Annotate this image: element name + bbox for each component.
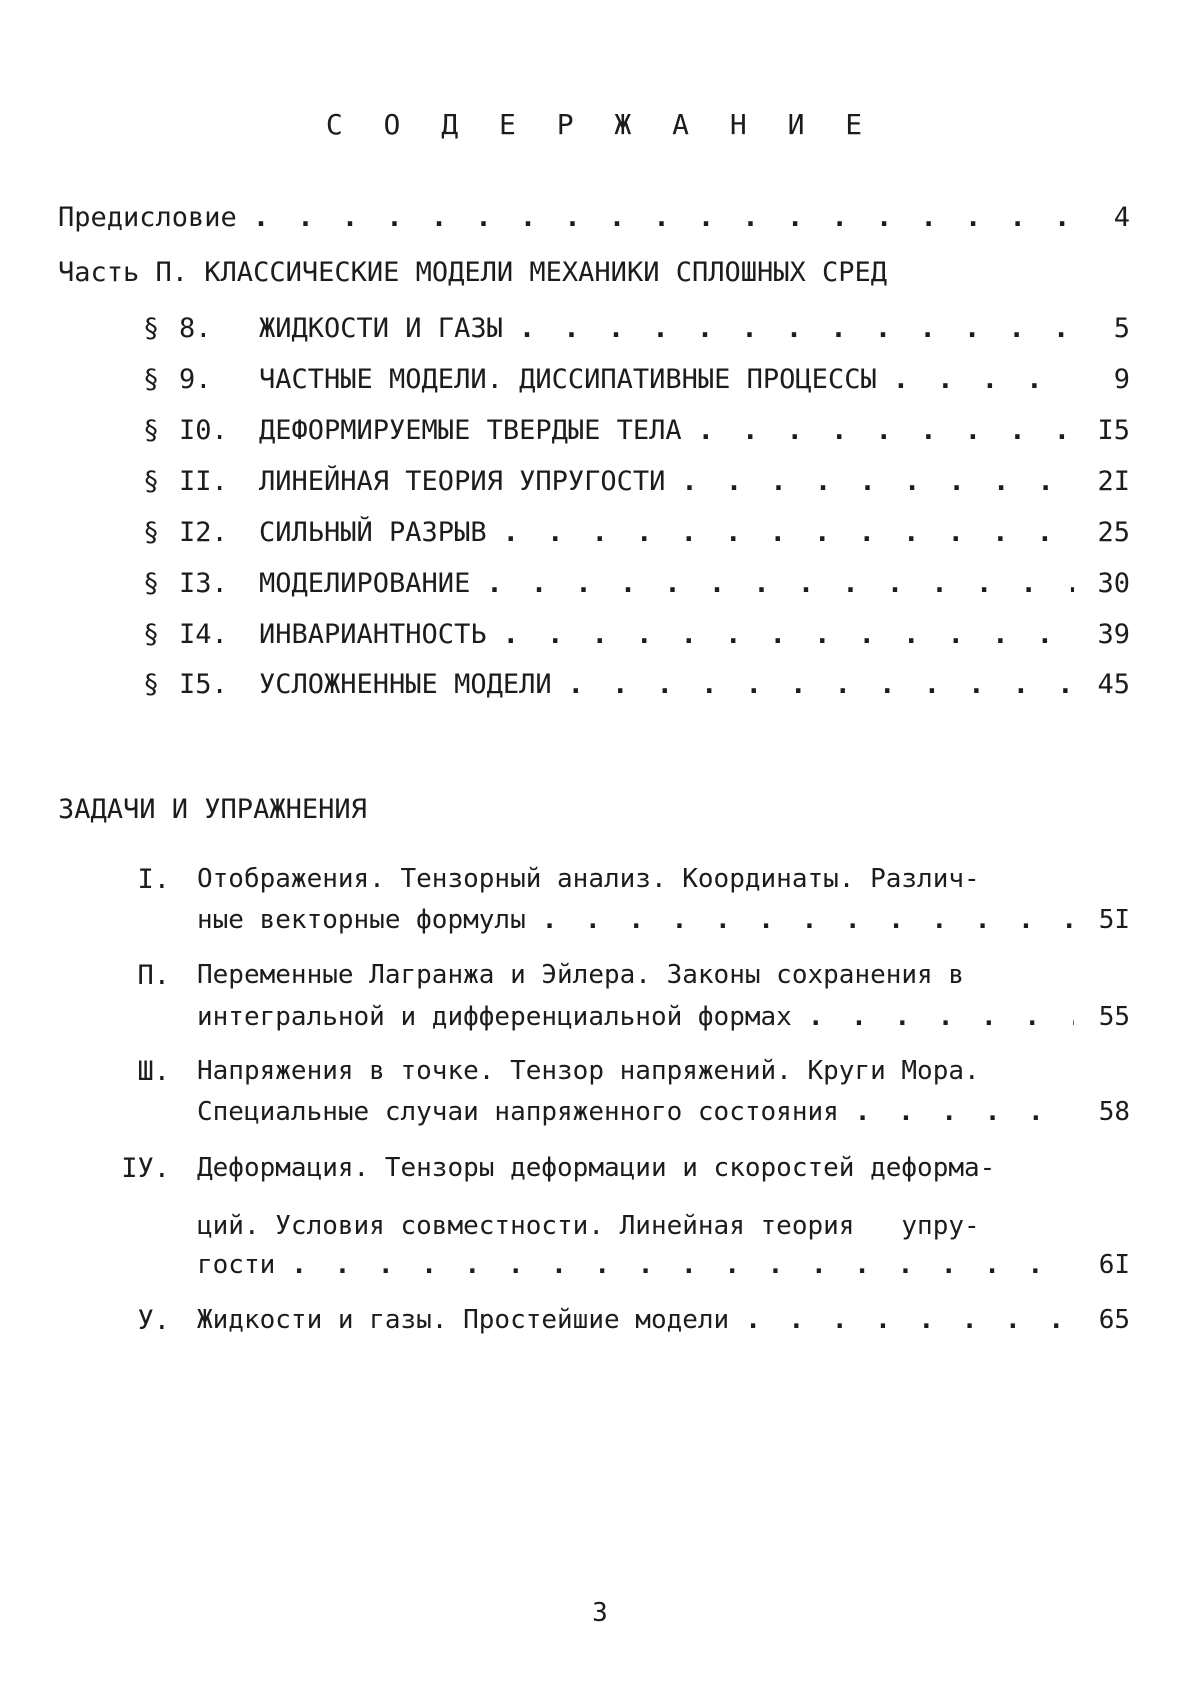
section-page: 25 <box>1097 517 1130 548</box>
toc-section[interactable] <box>143 669 1130 700</box>
exercise-number: У. <box>137 1305 170 1336</box>
dot-leader <box>808 1002 1074 1032</box>
exercise-entry[interactable] <box>197 905 1130 935</box>
section-symbol: § <box>143 517 160 548</box>
section-number: I0. <box>179 415 228 446</box>
section-symbol: § <box>143 568 160 599</box>
exercise-text-line: Деформация. Тензоры деформации и скоростей деформа- <box>197 1153 996 1183</box>
toc-section[interactable] <box>143 313 1130 344</box>
exercise-number: I. <box>137 864 170 895</box>
exercise-text-line: интегральной и дифференциальной формах <box>197 1002 792 1032</box>
dot-leader <box>745 1305 1074 1335</box>
entry-title: Предисловие <box>58 202 237 233</box>
exercise-text-line: Специальные случаи напряженного состояния <box>197 1097 839 1127</box>
exercise-page: 5I <box>1098 905 1130 935</box>
dot-leader <box>681 466 1074 497</box>
section-title: ЧАСТНЫЕ МОДЕЛИ. ДИССИПАТИВНЫЕ ПРОЦЕССЫ <box>259 364 877 395</box>
exercises-heading: ЗАДАЧИ И УПРАЖНЕНИЯ <box>58 794 367 825</box>
section-title: ЛИНЕЙНАЯ ТЕОРИЯ УПРУГОСТИ <box>259 466 666 497</box>
exercise-page: 55 <box>1098 1002 1130 1032</box>
section-page: 39 <box>1097 619 1130 650</box>
section-page: 45 <box>1097 669 1130 700</box>
section-number: 8. <box>179 313 212 344</box>
section-number: I5. <box>179 669 228 700</box>
dot-leader <box>568 669 1074 700</box>
section-title: МОДЕЛИРОВАНИЕ <box>259 568 471 599</box>
dot-leader <box>486 568 1074 599</box>
page-number: 3 <box>592 1598 608 1628</box>
exercise-text-line: ные векторные формулы <box>197 905 526 935</box>
dot-leader <box>503 517 1074 548</box>
section-page: I5 <box>1097 415 1130 446</box>
exercise-page: 58 <box>1098 1097 1130 1127</box>
toc-section[interactable] <box>143 364 1130 395</box>
section-number: II. <box>179 466 228 497</box>
dot-leader <box>855 1097 1074 1127</box>
dot-leader <box>698 415 1074 446</box>
exercise-number: IУ. <box>121 1153 170 1184</box>
section-symbol: § <box>143 415 160 446</box>
part-heading: Часть П. КЛАССИЧЕСКИЕ МОДЕЛИ МЕХАНИКИ СПЛОШНЫХ СРЕД <box>58 257 888 288</box>
section-symbol: § <box>143 466 160 497</box>
dot-leader <box>542 905 1074 935</box>
exercise-entry[interactable] <box>197 1002 1130 1032</box>
entry-page: 4 <box>1113 202 1130 233</box>
section-title: СИЛЬНЫЙ РАЗРЫВ <box>259 517 487 548</box>
toc-section[interactable] <box>143 568 1130 599</box>
section-title: ЖИДКОСТИ И ГАЗЫ <box>259 313 503 344</box>
exercise-entry[interactable] <box>197 1305 1130 1335</box>
dot-leader <box>519 313 1074 344</box>
exercise-text-line: Отображения. Тензорный анализ. Координаты. Различ- <box>197 864 980 894</box>
section-symbol: § <box>143 364 160 395</box>
section-number: I4. <box>179 619 228 650</box>
toc-section[interactable] <box>143 466 1130 497</box>
section-title: ДЕФОРМИРУЕМЫЕ ТВЕРДЫЕ ТЕЛА <box>259 415 682 446</box>
section-page: 9 <box>1113 364 1130 395</box>
toc-entry-preface[interactable] <box>58 202 1130 233</box>
exercise-text-line: гости <box>197 1250 276 1280</box>
exercise-number: П. <box>137 960 170 991</box>
toc-section[interactable] <box>143 619 1130 650</box>
exercise-page: 65 <box>1098 1305 1130 1335</box>
section-page: 2I <box>1097 466 1130 497</box>
dot-leader <box>253 202 1074 233</box>
exercise-text-line: Жидкости и газы. Простейшие модели <box>197 1305 730 1335</box>
section-symbol: § <box>143 669 160 700</box>
section-title: ИНВАРИАНТНОСТЬ <box>259 619 487 650</box>
section-symbol: § <box>143 313 160 344</box>
section-number: 9. <box>179 364 212 395</box>
section-number: I2. <box>179 517 228 548</box>
page-title: С О Д Е Р Ж А Н И Е <box>325 108 875 141</box>
toc-section[interactable] <box>143 415 1130 446</box>
section-number: I3. <box>179 568 228 599</box>
exercise-entry[interactable] <box>197 1097 1130 1127</box>
exercise-entry[interactable] <box>197 1250 1130 1280</box>
exercise-page: 6I <box>1098 1250 1130 1280</box>
exercise-text-line: ций. Условия совместности. Линейная теория упру- <box>197 1211 980 1241</box>
section-title: УСЛОЖНЕННЫЕ МОДЕЛИ <box>259 669 552 700</box>
exercise-text-line: Переменные Лагранжа и Эйлера. Законы сохранения в <box>197 960 965 990</box>
exercise-text-line: Напряжения в точке. Тензор напряжений. Круги Мора. <box>197 1056 980 1086</box>
section-page: 30 <box>1097 568 1130 599</box>
section-page: 5 <box>1113 313 1130 344</box>
dot-leader <box>503 619 1074 650</box>
dot-leader <box>893 364 1074 395</box>
section-symbol: § <box>143 619 160 650</box>
exercise-number: Ш. <box>137 1056 170 1087</box>
toc-section[interactable] <box>143 517 1130 548</box>
dot-leader <box>291 1250 1074 1280</box>
